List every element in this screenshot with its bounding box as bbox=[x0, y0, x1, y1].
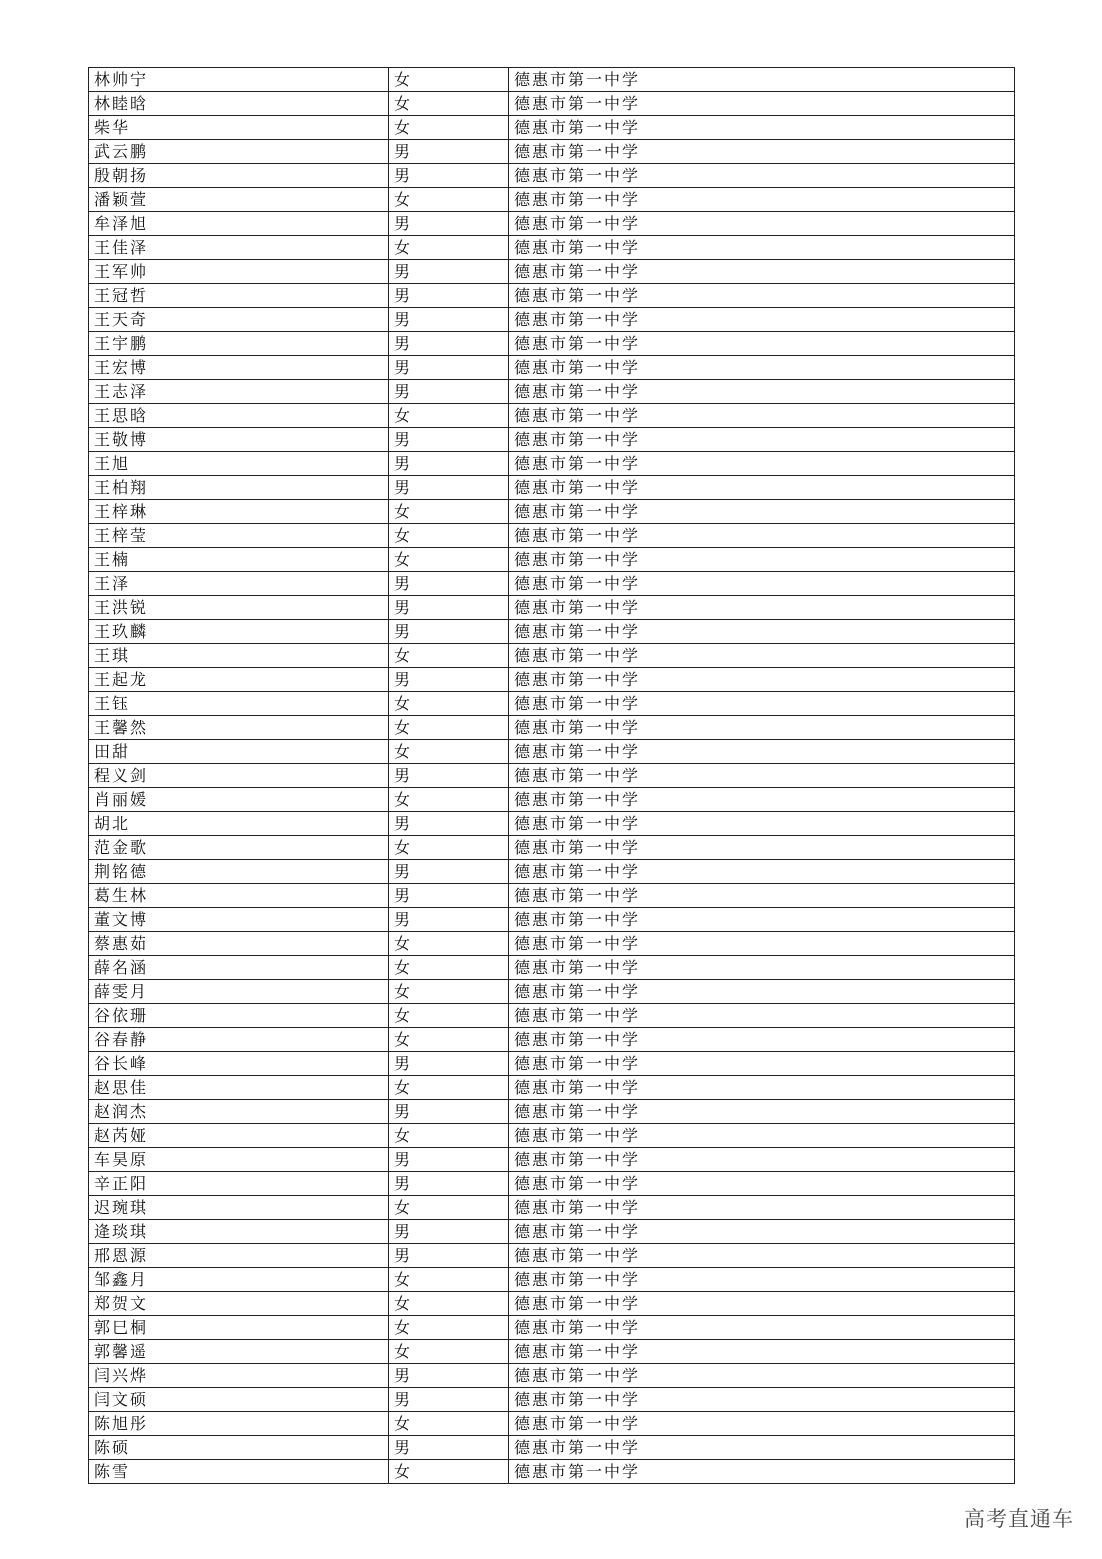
gender-cell: 男 bbox=[389, 260, 509, 284]
school-cell: 德惠市第一中学 bbox=[509, 1004, 1015, 1028]
gender-cell: 女 bbox=[389, 1124, 509, 1148]
student-name-cell: 迟琬琪 bbox=[89, 1196, 389, 1220]
table-row bbox=[89, 716, 1015, 740]
school-cell: 德惠市第一中学 bbox=[509, 788, 1015, 812]
gender-cell: 女 bbox=[389, 500, 509, 524]
school-cell: 德惠市第一中学 bbox=[509, 860, 1015, 884]
student-name-cell: 王钰 bbox=[89, 692, 389, 716]
school-cell: 德惠市第一中学 bbox=[509, 644, 1015, 668]
table-row bbox=[89, 164, 1015, 188]
school-cell: 德惠市第一中学 bbox=[509, 548, 1015, 572]
student-name-cell: 王敬博 bbox=[89, 428, 389, 452]
table-row bbox=[89, 620, 1015, 644]
student-name-cell: 王思晗 bbox=[89, 404, 389, 428]
school-cell: 德惠市第一中学 bbox=[509, 1028, 1015, 1052]
student-name-cell: 谷长峰 bbox=[89, 1052, 389, 1076]
table-row bbox=[89, 116, 1015, 140]
table-row bbox=[89, 68, 1015, 92]
school-cell: 德惠市第一中学 bbox=[509, 68, 1015, 92]
table-row bbox=[89, 500, 1015, 524]
table-row bbox=[89, 1004, 1015, 1028]
school-cell: 德惠市第一中学 bbox=[509, 140, 1015, 164]
table-row bbox=[89, 1028, 1015, 1052]
table-row bbox=[89, 980, 1015, 1004]
student-name-cell: 葛生林 bbox=[89, 884, 389, 908]
school-cell: 德惠市第一中学 bbox=[509, 740, 1015, 764]
school-cell: 德惠市第一中学 bbox=[509, 620, 1015, 644]
student-name-cell: 赵思佳 bbox=[89, 1076, 389, 1100]
student-name-cell: 王起龙 bbox=[89, 668, 389, 692]
table-row bbox=[89, 596, 1015, 620]
table-row bbox=[89, 548, 1015, 572]
gender-cell: 男 bbox=[389, 1148, 509, 1172]
gender-cell: 女 bbox=[389, 1340, 509, 1364]
table-row bbox=[89, 956, 1015, 980]
student-name-cell: 辛正阳 bbox=[89, 1172, 389, 1196]
gender-cell: 女 bbox=[389, 1316, 509, 1340]
table-row bbox=[89, 1052, 1015, 1076]
student-name-cell: 林帅宁 bbox=[89, 68, 389, 92]
school-cell: 德惠市第一中学 bbox=[509, 1196, 1015, 1220]
gender-cell: 女 bbox=[389, 1028, 509, 1052]
student-name-cell: 王佳泽 bbox=[89, 236, 389, 260]
gender-cell: 男 bbox=[389, 1244, 509, 1268]
school-cell: 德惠市第一中学 bbox=[509, 1412, 1015, 1436]
gender-cell: 女 bbox=[389, 1460, 509, 1484]
table-row bbox=[89, 1268, 1015, 1292]
gender-cell: 女 bbox=[389, 1292, 509, 1316]
school-cell: 德惠市第一中学 bbox=[509, 668, 1015, 692]
student-name-cell: 程义剑 bbox=[89, 764, 389, 788]
table-row bbox=[89, 788, 1015, 812]
student-name-cell: 田甜 bbox=[89, 740, 389, 764]
school-cell: 德惠市第一中学 bbox=[509, 596, 1015, 620]
gender-cell: 女 bbox=[389, 188, 509, 212]
gender-cell: 男 bbox=[389, 284, 509, 308]
table-row bbox=[89, 1100, 1015, 1124]
table-row bbox=[89, 1124, 1015, 1148]
student-name-cell: 王楠 bbox=[89, 548, 389, 572]
table-row bbox=[89, 884, 1015, 908]
table-row bbox=[89, 1412, 1015, 1436]
table-row bbox=[89, 836, 1015, 860]
school-cell: 德惠市第一中学 bbox=[509, 1220, 1015, 1244]
table-row bbox=[89, 476, 1015, 500]
gender-cell: 女 bbox=[389, 1412, 509, 1436]
gender-cell: 男 bbox=[389, 884, 509, 908]
gender-cell: 男 bbox=[389, 380, 509, 404]
student-name-cell: 荆铭德 bbox=[89, 860, 389, 884]
student-name-cell: 王琪 bbox=[89, 644, 389, 668]
school-cell: 德惠市第一中学 bbox=[509, 1076, 1015, 1100]
student-name-cell: 范金歌 bbox=[89, 836, 389, 860]
table-row bbox=[89, 1364, 1015, 1388]
table-row bbox=[89, 572, 1015, 596]
school-cell: 德惠市第一中学 bbox=[509, 356, 1015, 380]
student-name-cell: 车昊原 bbox=[89, 1148, 389, 1172]
table-row bbox=[89, 1316, 1015, 1340]
table-row bbox=[89, 404, 1015, 428]
school-cell: 德惠市第一中学 bbox=[509, 932, 1015, 956]
gender-cell: 男 bbox=[389, 332, 509, 356]
table-row bbox=[89, 1460, 1015, 1484]
gender-cell: 男 bbox=[389, 1220, 509, 1244]
student-name-cell: 王冠哲 bbox=[89, 284, 389, 308]
table-row bbox=[89, 860, 1015, 884]
gender-cell: 女 bbox=[389, 740, 509, 764]
table-row bbox=[89, 188, 1015, 212]
gender-cell: 男 bbox=[389, 1172, 509, 1196]
school-cell: 德惠市第一中学 bbox=[509, 524, 1015, 548]
student-name-cell: 王洪锐 bbox=[89, 596, 389, 620]
gender-cell: 男 bbox=[389, 668, 509, 692]
gender-cell: 男 bbox=[389, 1364, 509, 1388]
gender-cell: 男 bbox=[389, 1052, 509, 1076]
school-cell: 德惠市第一中学 bbox=[509, 1460, 1015, 1484]
table-row bbox=[89, 380, 1015, 404]
table-row bbox=[89, 212, 1015, 236]
gender-cell: 女 bbox=[389, 788, 509, 812]
table-row bbox=[89, 284, 1015, 308]
gender-cell: 女 bbox=[389, 956, 509, 980]
school-cell: 德惠市第一中学 bbox=[509, 332, 1015, 356]
school-cell: 德惠市第一中学 bbox=[509, 428, 1015, 452]
table-row bbox=[89, 668, 1015, 692]
table-row bbox=[89, 1220, 1015, 1244]
school-cell: 德惠市第一中学 bbox=[509, 1100, 1015, 1124]
school-cell: 德惠市第一中学 bbox=[509, 572, 1015, 596]
school-cell: 德惠市第一中学 bbox=[509, 956, 1015, 980]
student-name-cell: 邹鑫月 bbox=[89, 1268, 389, 1292]
table-row bbox=[89, 452, 1015, 476]
student-name-cell: 蔡惠茹 bbox=[89, 932, 389, 956]
student-name-cell: 陈硕 bbox=[89, 1436, 389, 1460]
gender-cell: 男 bbox=[389, 164, 509, 188]
school-cell: 德惠市第一中学 bbox=[509, 164, 1015, 188]
student-name-cell: 陈雪 bbox=[89, 1460, 389, 1484]
gender-cell: 女 bbox=[389, 980, 509, 1004]
table-row bbox=[89, 1196, 1015, 1220]
school-cell: 德惠市第一中学 bbox=[509, 1340, 1015, 1364]
student-name-cell: 牟泽旭 bbox=[89, 212, 389, 236]
school-cell: 德惠市第一中学 bbox=[509, 1148, 1015, 1172]
gender-cell: 男 bbox=[389, 1100, 509, 1124]
gender-cell: 男 bbox=[389, 1436, 509, 1460]
school-cell: 德惠市第一中学 bbox=[509, 884, 1015, 908]
school-cell: 德惠市第一中学 bbox=[509, 836, 1015, 860]
school-cell: 德惠市第一中学 bbox=[509, 1124, 1015, 1148]
table-row bbox=[89, 308, 1015, 332]
school-cell: 德惠市第一中学 bbox=[509, 284, 1015, 308]
school-cell: 德惠市第一中学 bbox=[509, 500, 1015, 524]
table-row bbox=[89, 764, 1015, 788]
school-cell: 德惠市第一中学 bbox=[509, 812, 1015, 836]
gender-cell: 男 bbox=[389, 1388, 509, 1412]
student-name-cell: 林睦晗 bbox=[89, 92, 389, 116]
gender-cell: 女 bbox=[389, 1004, 509, 1028]
school-cell: 德惠市第一中学 bbox=[509, 1172, 1015, 1196]
school-cell: 德惠市第一中学 bbox=[509, 1292, 1015, 1316]
gender-cell: 女 bbox=[389, 1076, 509, 1100]
table-row bbox=[89, 1292, 1015, 1316]
table-row bbox=[89, 260, 1015, 284]
gender-cell: 女 bbox=[389, 716, 509, 740]
school-cell: 德惠市第一中学 bbox=[509, 980, 1015, 1004]
school-cell: 德惠市第一中学 bbox=[509, 1436, 1015, 1460]
table-row bbox=[89, 428, 1015, 452]
school-cell: 德惠市第一中学 bbox=[509, 260, 1015, 284]
school-cell: 德惠市第一中学 bbox=[509, 692, 1015, 716]
gender-cell: 女 bbox=[389, 524, 509, 548]
school-cell: 德惠市第一中学 bbox=[509, 1316, 1015, 1340]
gender-cell: 女 bbox=[389, 236, 509, 260]
student-name-cell: 王旭 bbox=[89, 452, 389, 476]
table-row bbox=[89, 692, 1015, 716]
student-name-cell: 谷依珊 bbox=[89, 1004, 389, 1028]
student-name-cell: 王梓琳 bbox=[89, 500, 389, 524]
gender-cell: 男 bbox=[389, 812, 509, 836]
gender-cell: 男 bbox=[389, 212, 509, 236]
school-cell: 德惠市第一中学 bbox=[509, 1388, 1015, 1412]
school-cell: 德惠市第一中学 bbox=[509, 1052, 1015, 1076]
student-name-cell: 王梓莹 bbox=[89, 524, 389, 548]
table-row bbox=[89, 92, 1015, 116]
student-roster-table bbox=[88, 67, 1015, 1484]
student-name-cell: 王宇鹏 bbox=[89, 332, 389, 356]
student-name-cell: 殷朝扬 bbox=[89, 164, 389, 188]
gender-cell: 男 bbox=[389, 764, 509, 788]
student-name-cell: 郑贺文 bbox=[89, 1292, 389, 1316]
student-name-cell: 王志泽 bbox=[89, 380, 389, 404]
student-name-cell: 王天奇 bbox=[89, 308, 389, 332]
school-cell: 德惠市第一中学 bbox=[509, 1364, 1015, 1388]
student-name-cell: 肖丽媛 bbox=[89, 788, 389, 812]
student-name-cell: 闫文硕 bbox=[89, 1388, 389, 1412]
school-cell: 德惠市第一中学 bbox=[509, 116, 1015, 140]
table-row bbox=[89, 1244, 1015, 1268]
school-cell: 德惠市第一中学 bbox=[509, 476, 1015, 500]
table-row bbox=[89, 1436, 1015, 1460]
student-name-cell: 王宏博 bbox=[89, 356, 389, 380]
student-name-cell: 赵润杰 bbox=[89, 1100, 389, 1124]
gender-cell: 男 bbox=[389, 476, 509, 500]
table-row bbox=[89, 908, 1015, 932]
student-name-cell: 潘颖萱 bbox=[89, 188, 389, 212]
student-name-cell: 王柏翔 bbox=[89, 476, 389, 500]
gender-cell: 女 bbox=[389, 548, 509, 572]
table-row bbox=[89, 740, 1015, 764]
table-row bbox=[89, 1340, 1015, 1364]
table-row bbox=[89, 1388, 1015, 1412]
student-name-cell: 武云鹏 bbox=[89, 140, 389, 164]
table-row bbox=[89, 644, 1015, 668]
gender-cell: 男 bbox=[389, 356, 509, 380]
school-cell: 德惠市第一中学 bbox=[509, 404, 1015, 428]
student-name-cell: 谷春静 bbox=[89, 1028, 389, 1052]
student-name-cell: 柴华 bbox=[89, 116, 389, 140]
table-row bbox=[89, 524, 1015, 548]
gender-cell: 男 bbox=[389, 140, 509, 164]
gender-cell: 女 bbox=[389, 644, 509, 668]
student-name-cell: 陈旭彤 bbox=[89, 1412, 389, 1436]
gender-cell: 男 bbox=[389, 452, 509, 476]
school-cell: 德惠市第一中学 bbox=[509, 236, 1015, 260]
gender-cell: 女 bbox=[389, 116, 509, 140]
student-name-cell: 逄琰琪 bbox=[89, 1220, 389, 1244]
student-name-cell: 王馨然 bbox=[89, 716, 389, 740]
student-name-cell: 郭巳桐 bbox=[89, 1316, 389, 1340]
table-row bbox=[89, 1172, 1015, 1196]
student-name-cell: 薛雯月 bbox=[89, 980, 389, 1004]
student-name-cell: 王军帅 bbox=[89, 260, 389, 284]
gender-cell: 男 bbox=[389, 428, 509, 452]
table-row bbox=[89, 140, 1015, 164]
student-name-cell: 闫兴烨 bbox=[89, 1364, 389, 1388]
student-name-cell: 董文博 bbox=[89, 908, 389, 932]
school-cell: 德惠市第一中学 bbox=[509, 188, 1015, 212]
school-cell: 德惠市第一中学 bbox=[509, 1268, 1015, 1292]
student-name-cell: 赵芮娅 bbox=[89, 1124, 389, 1148]
table-row bbox=[89, 812, 1015, 836]
table-row bbox=[89, 356, 1015, 380]
gender-cell: 男 bbox=[389, 572, 509, 596]
school-cell: 德惠市第一中学 bbox=[509, 764, 1015, 788]
table-row bbox=[89, 1076, 1015, 1100]
gender-cell: 女 bbox=[389, 1196, 509, 1220]
roster-body bbox=[89, 68, 1015, 1484]
table-row bbox=[89, 1148, 1015, 1172]
school-cell: 德惠市第一中学 bbox=[509, 1244, 1015, 1268]
student-name-cell: 胡北 bbox=[89, 812, 389, 836]
student-name-cell: 郭馨遥 bbox=[89, 1340, 389, 1364]
school-cell: 德惠市第一中学 bbox=[509, 380, 1015, 404]
school-cell: 德惠市第一中学 bbox=[509, 452, 1015, 476]
school-cell: 德惠市第一中学 bbox=[509, 908, 1015, 932]
gender-cell: 男 bbox=[389, 308, 509, 332]
gender-cell: 女 bbox=[389, 932, 509, 956]
gender-cell: 女 bbox=[389, 692, 509, 716]
student-name-cell: 王玖麟 bbox=[89, 620, 389, 644]
gender-cell: 女 bbox=[389, 404, 509, 428]
school-cell: 德惠市第一中学 bbox=[509, 92, 1015, 116]
gender-cell: 男 bbox=[389, 596, 509, 620]
gender-cell: 男 bbox=[389, 908, 509, 932]
gender-cell: 男 bbox=[389, 860, 509, 884]
gender-cell: 女 bbox=[389, 68, 509, 92]
gender-cell: 女 bbox=[389, 836, 509, 860]
student-name-cell: 薛名涵 bbox=[89, 956, 389, 980]
gender-cell: 女 bbox=[389, 92, 509, 116]
table-row bbox=[89, 236, 1015, 260]
student-name-cell: 邢恩源 bbox=[89, 1244, 389, 1268]
table-row bbox=[89, 932, 1015, 956]
student-name-cell: 王泽 bbox=[89, 572, 389, 596]
gender-cell: 女 bbox=[389, 1268, 509, 1292]
school-cell: 德惠市第一中学 bbox=[509, 308, 1015, 332]
table-row bbox=[89, 332, 1015, 356]
gender-cell: 男 bbox=[389, 620, 509, 644]
school-cell: 德惠市第一中学 bbox=[509, 716, 1015, 740]
watermark: 高考直通车 bbox=[964, 1507, 1074, 1531]
school-cell: 德惠市第一中学 bbox=[509, 212, 1015, 236]
